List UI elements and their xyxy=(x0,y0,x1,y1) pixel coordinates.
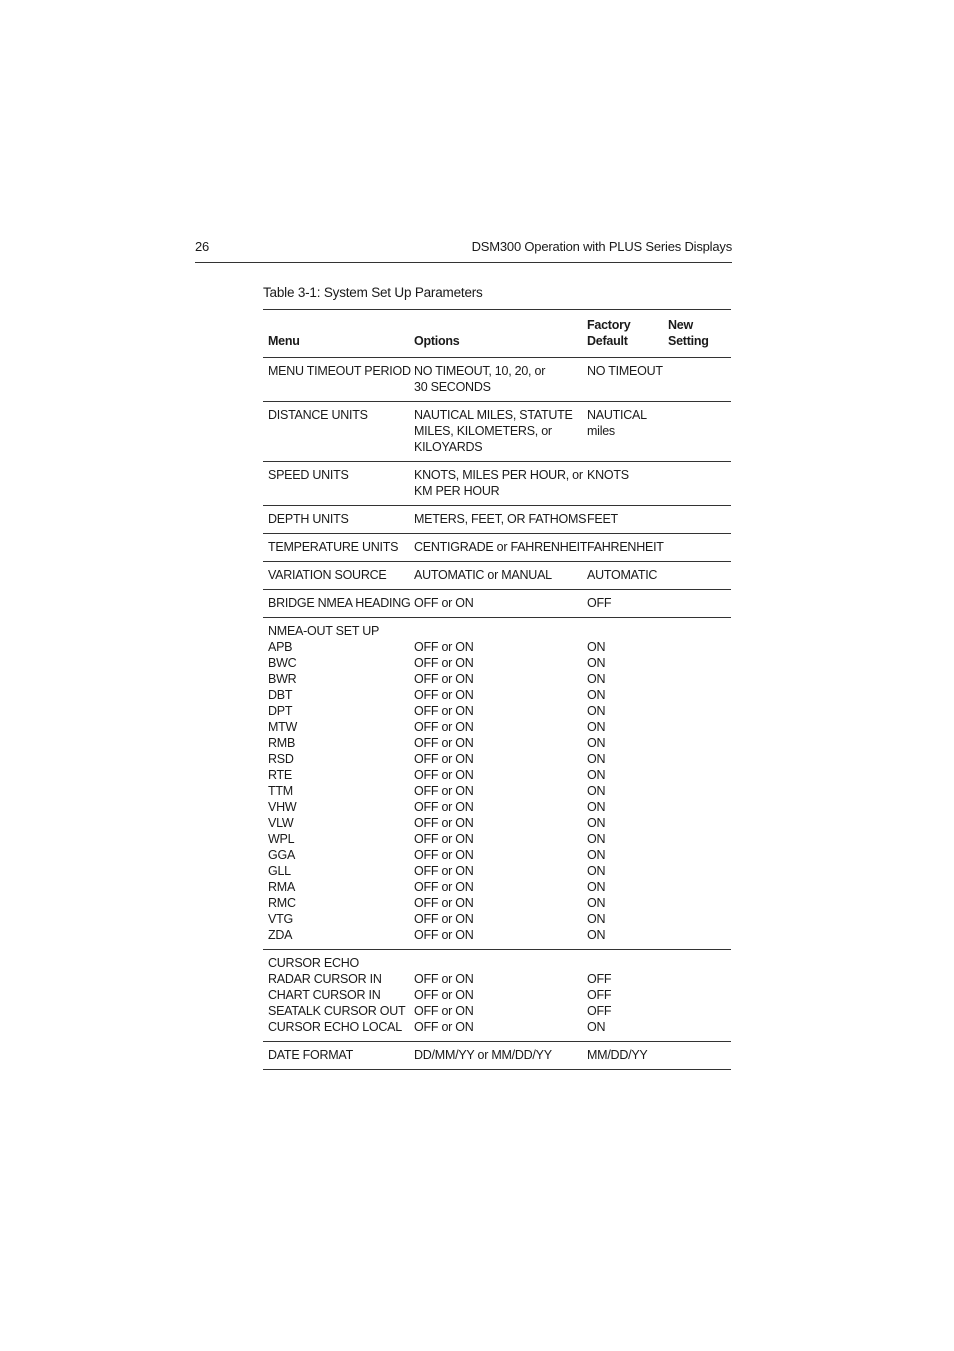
cell-line: ON xyxy=(587,736,606,750)
cell-line: DISTANCE UNITS xyxy=(268,408,368,422)
options-cell xyxy=(409,567,582,583)
cell-line: CURSOR ECHO xyxy=(268,956,360,970)
new-setting-cell xyxy=(663,955,731,1035)
cell-line: ON xyxy=(587,880,606,894)
cell-line: ON xyxy=(587,672,606,686)
cell-line: OFF or ON xyxy=(414,912,474,926)
cell-line xyxy=(587,623,663,639)
cell-line: OFF or ON xyxy=(414,848,474,862)
cell-line: OFF or ON xyxy=(414,1020,474,1034)
cell-line: OFF or ON xyxy=(414,988,474,1002)
cell-line xyxy=(414,955,582,971)
cell-line: SEATALK CURSOR OUT xyxy=(268,1004,406,1018)
cell-line: RMB xyxy=(268,736,296,750)
cell-line: MM/DD/YY xyxy=(587,1048,648,1062)
new-setting-cell xyxy=(663,595,731,611)
cell-line: CURSOR ECHO LOCAL xyxy=(268,1020,402,1034)
menu-cell xyxy=(263,363,409,395)
factory-default-cell xyxy=(582,363,663,395)
menu-cell xyxy=(263,511,409,527)
cell-line: KNOTS xyxy=(587,468,629,482)
factory-default-cell xyxy=(582,595,663,611)
factory-default-cell xyxy=(582,511,663,527)
table-row xyxy=(263,462,731,506)
cell-line: OFF or ON xyxy=(414,688,474,702)
page-header xyxy=(195,238,732,263)
cell-line: ON xyxy=(587,720,606,734)
cell-line: GLL xyxy=(268,864,291,878)
table-header-row xyxy=(263,310,731,358)
cell-line: ON xyxy=(587,1020,606,1034)
cell-line: MTW xyxy=(268,720,298,734)
cell-line: OFF or ON xyxy=(414,928,474,942)
table-row xyxy=(263,562,731,590)
cell-line: ON xyxy=(587,912,606,926)
cell-line: RADAR CURSOR IN xyxy=(268,972,382,986)
new-setting-cell xyxy=(663,623,731,943)
cell-line: ON xyxy=(587,848,606,862)
cell-line: FEET xyxy=(587,512,618,526)
cell-line: BWC xyxy=(268,656,297,670)
menu-cell xyxy=(263,955,409,1035)
cell-line: NO TIMEOUT, 10, 20, or xyxy=(414,364,546,378)
cell-line: ON xyxy=(587,784,606,798)
options-cell xyxy=(409,363,582,395)
options-cell xyxy=(409,955,582,1035)
menu-cell xyxy=(263,595,409,611)
cell-line: RMA xyxy=(268,880,296,894)
table-row xyxy=(263,534,731,562)
table-caption: Table 3-1: System Set Up Parameters xyxy=(263,285,483,300)
cell-line: OFF or ON xyxy=(414,596,474,610)
cell-line xyxy=(668,595,731,611)
cell-line: OFF xyxy=(587,596,612,610)
cell-line: 30 SECONDS xyxy=(414,380,491,394)
cell-line: OFF or ON xyxy=(414,640,474,654)
cell-line: OFF or ON xyxy=(414,736,474,750)
cell-line: ON xyxy=(587,864,606,878)
cell-line: KM PER HOUR xyxy=(414,484,500,498)
cell-line: ON xyxy=(587,816,606,830)
cell-line: WPL xyxy=(268,832,295,846)
options-cell xyxy=(409,1047,582,1063)
factory-default-cell xyxy=(582,539,663,555)
new-setting-cell xyxy=(663,1047,731,1063)
cell-line: OFF or ON xyxy=(414,704,474,718)
table-row xyxy=(263,590,731,618)
cell-line: CHART CURSOR IN xyxy=(268,988,381,1002)
cell-line: DBT xyxy=(268,688,293,702)
cell-line: METERS, FEET, OR FATHOMS xyxy=(414,512,587,526)
cell-line: NO TIMEOUT xyxy=(587,364,663,378)
cell-line: VHW xyxy=(268,800,297,814)
cell-line: miles xyxy=(587,424,615,438)
cell-line: OFF or ON xyxy=(414,784,474,798)
cell-line: DATE FORMAT xyxy=(268,1048,353,1062)
table-row xyxy=(263,358,731,402)
cell-line xyxy=(668,467,731,483)
cell-line: DEPTH UNITS xyxy=(268,512,349,526)
cell-line: RMC xyxy=(268,896,296,910)
menu-cell xyxy=(263,467,409,499)
new-setting-cell xyxy=(663,467,731,499)
cell-line: ON xyxy=(587,752,606,766)
cell-line: OFF or ON xyxy=(414,1004,474,1018)
cell-line xyxy=(668,1047,731,1063)
table-row xyxy=(263,950,731,1042)
cell-line: OFF or ON xyxy=(414,672,474,686)
cell-line: OFF or ON xyxy=(414,800,474,814)
cell-line: NMEA-OUT SET UP xyxy=(268,624,380,638)
cell-line: AUTOMATIC xyxy=(587,568,658,582)
cell-line: RSD xyxy=(268,752,294,766)
table-row xyxy=(263,506,731,534)
cell-line: OFF xyxy=(587,972,612,986)
cell-line xyxy=(668,567,731,583)
cell-line: OFF or ON xyxy=(414,864,474,878)
new-setting-cell xyxy=(663,567,731,583)
cell-line: MILES, KILOMETERS, or xyxy=(414,424,552,438)
cell-line: ON xyxy=(587,704,606,718)
cell-line xyxy=(668,623,731,639)
new-setting-cell xyxy=(663,539,731,555)
cell-line xyxy=(668,407,731,423)
cell-line: OFF or ON xyxy=(414,768,474,782)
cell-line: TEMPERATURE UNITS xyxy=(268,540,399,554)
cell-line: ON xyxy=(587,896,606,910)
cell-line: ZDA xyxy=(268,928,293,942)
cell-line xyxy=(414,623,582,639)
cell-line: GGA xyxy=(268,848,296,862)
cell-line: OFF or ON xyxy=(414,880,474,894)
menu-cell xyxy=(263,1047,409,1063)
options-cell xyxy=(409,595,582,611)
cell-line: OFF or ON xyxy=(414,896,474,910)
cell-line xyxy=(668,511,731,527)
cell-line: OFF or ON xyxy=(414,832,474,846)
options-cell xyxy=(409,623,582,943)
factory-default-cell xyxy=(582,955,663,1035)
cell-line: OFF or ON xyxy=(414,816,474,830)
cell-line: VTG xyxy=(268,912,293,926)
cell-line: BWR xyxy=(268,672,297,686)
cell-line: FAHRENHEIT xyxy=(587,540,664,554)
column-header-menu: Menu xyxy=(268,334,300,348)
cell-line: OFF or ON xyxy=(414,752,474,766)
cell-line: NAUTICAL xyxy=(587,408,647,422)
cell-line: ON xyxy=(587,832,606,846)
cell-line: OFF or ON xyxy=(414,656,474,670)
menu-cell xyxy=(263,623,409,943)
table-row xyxy=(263,1042,731,1070)
cell-line: MENU TIMEOUT PERIOD xyxy=(268,364,411,378)
page-number: 26 xyxy=(195,239,210,254)
cell-line: AUTOMATIC or MANUAL xyxy=(414,568,552,582)
factory-default-cell xyxy=(582,623,663,943)
factory-default-cell xyxy=(582,567,663,583)
column-header-new-setting: New Setting xyxy=(668,318,709,348)
cell-line: VLW xyxy=(268,816,294,830)
options-cell xyxy=(409,407,582,455)
cell-line: ON xyxy=(587,640,606,654)
system-setup-table xyxy=(263,309,731,1070)
menu-cell xyxy=(263,539,409,555)
cell-line xyxy=(668,955,731,971)
options-cell xyxy=(409,511,587,527)
cell-line: APB xyxy=(268,640,293,654)
new-setting-cell xyxy=(663,363,731,395)
cell-line: SPEED UNITS xyxy=(268,468,349,482)
cell-line: ON xyxy=(587,656,606,670)
options-cell xyxy=(409,467,582,499)
cell-line: KNOTS, MILES PER HOUR, or xyxy=(414,468,583,482)
cell-line: KILOYARDS xyxy=(414,440,483,454)
column-header-factory-default: Factory Default xyxy=(587,318,631,348)
column-header-options: Options xyxy=(414,334,460,348)
running-title: DSM300 Operation with PLUS Series Displays xyxy=(471,239,732,254)
cell-line: OFF or ON xyxy=(414,720,474,734)
menu-cell xyxy=(263,407,409,455)
cell-line: DPT xyxy=(268,704,293,718)
factory-default-cell xyxy=(582,467,663,499)
cell-line xyxy=(587,955,663,971)
cell-line: ON xyxy=(587,688,606,702)
cell-line: ON xyxy=(587,800,606,814)
cell-line: RTE xyxy=(268,768,293,782)
options-cell xyxy=(409,539,588,555)
factory-default-cell xyxy=(582,407,663,455)
cell-line: VARIATION SOURCE xyxy=(268,568,387,582)
cell-line: TTM xyxy=(268,784,293,798)
cell-line: ON xyxy=(587,768,606,782)
new-setting-cell xyxy=(663,407,731,455)
cell-line: OFF xyxy=(587,1004,612,1018)
cell-line xyxy=(668,363,731,379)
factory-default-cell xyxy=(582,1047,663,1063)
cell-line xyxy=(668,539,731,555)
cell-line: ON xyxy=(587,928,606,942)
table-row xyxy=(263,618,731,950)
cell-line: OFF xyxy=(587,988,612,1002)
cell-line: NAUTICAL MILES, STATUTE xyxy=(414,408,573,422)
new-setting-cell xyxy=(663,511,731,527)
cell-line: BRIDGE NMEA HEADING xyxy=(268,596,411,610)
cell-line: CENTIGRADE or FAHRENHEIT xyxy=(414,540,588,554)
table-row xyxy=(263,402,731,462)
menu-cell xyxy=(263,567,409,583)
cell-line: OFF or ON xyxy=(414,972,474,986)
cell-line: DD/MM/YY or MM/DD/YY xyxy=(414,1048,552,1062)
